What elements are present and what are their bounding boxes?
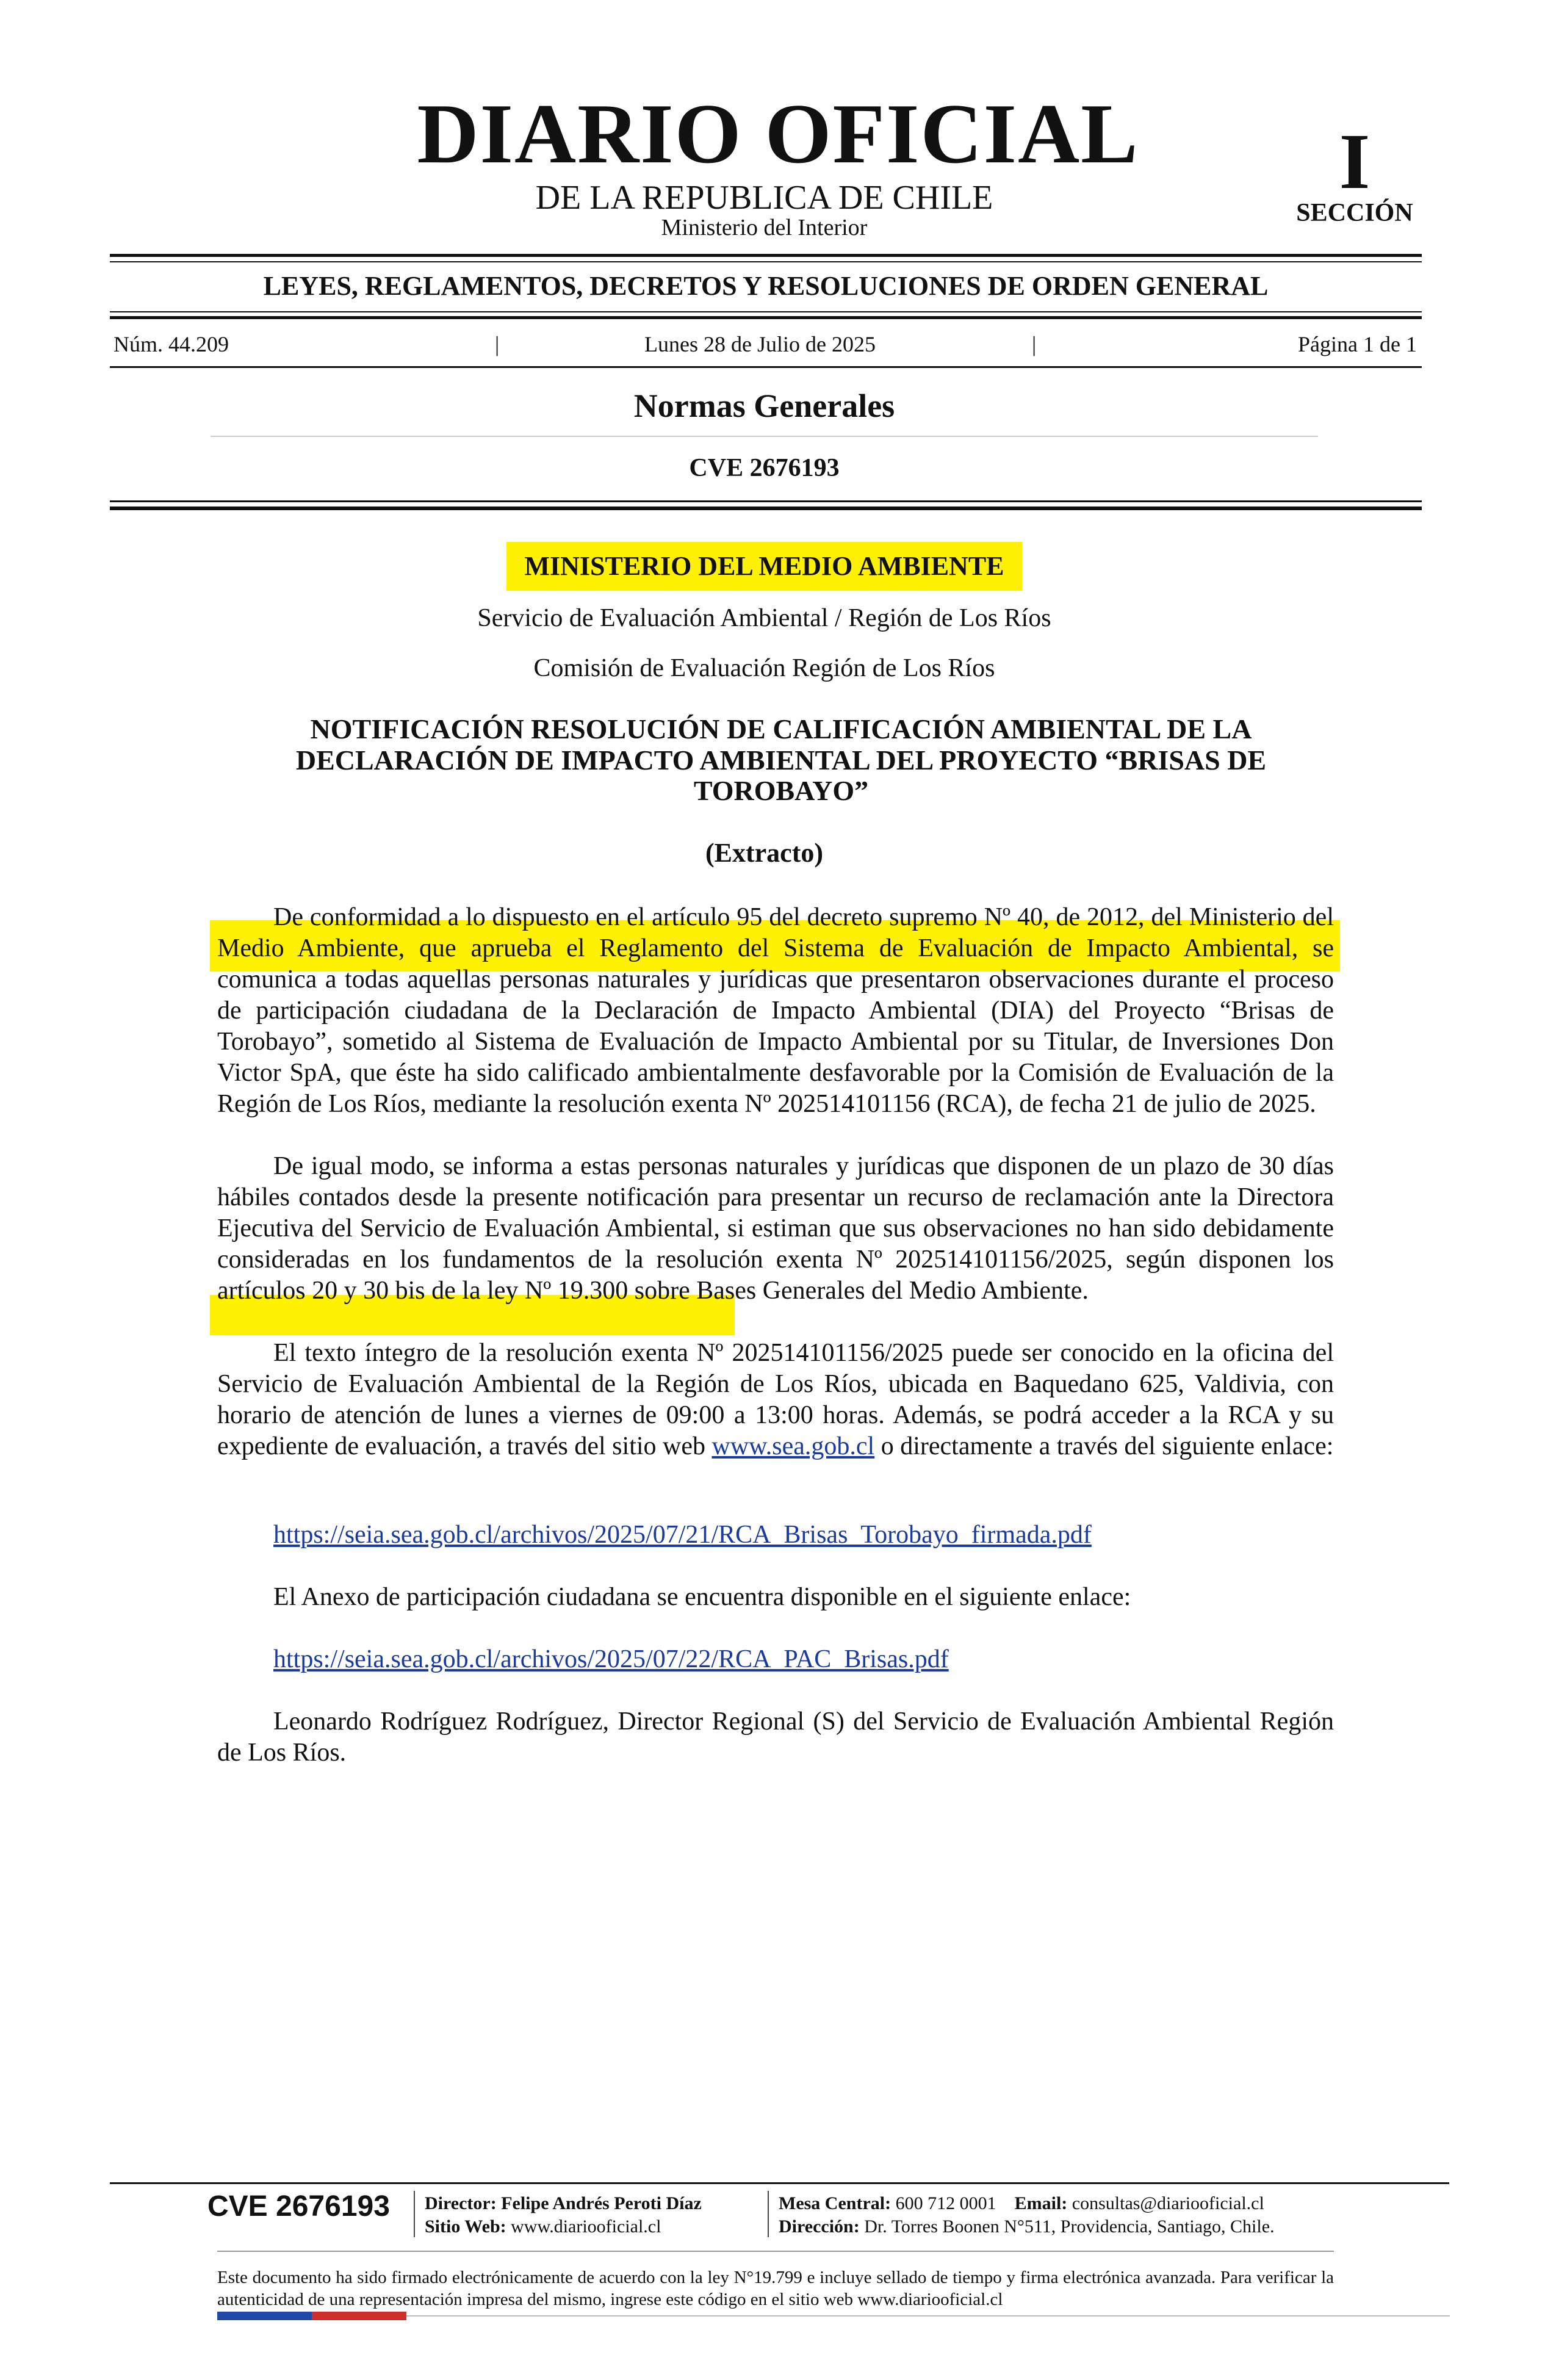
address-value: Dr. Torres Boonen N°511, Providencia, Santiago, Chile. — [864, 2216, 1275, 2237]
signature-paragraph — [217, 1706, 1334, 1769]
sea-website-link[interactable]: www.sea.gob.cl — [711, 1432, 875, 1460]
footer-thin-divider — [217, 2251, 1334, 2252]
section-number: I — [1339, 118, 1371, 206]
paragraph-text: El texto íntegro de la resolución exenta Nº 202514101156/2025 puede ser conocido en la oficina del Servicio de Evaluación Ambiental de la Región de Los Ríos, ubicada en Baquedano 625, Valdivia, con horario de atención de lunes a viernes de 09:00 a 13:00 horas. Además, se podrá acceder a la RCA y su expediente de evaluación, a través del sitio web — [217, 1339, 1334, 1460]
divider — [110, 316, 1422, 319]
page-indicator: Página 1 de 1 — [1298, 332, 1417, 356]
document-title-line: TOROBAYO” — [693, 775, 869, 807]
paragraph-text: o directamente a través del siguiente enlace: — [874, 1432, 1334, 1460]
issue-number: Núm. 44.209 — [113, 332, 229, 356]
divider — [110, 261, 1422, 262]
body-paragraph — [217, 902, 1334, 1120]
masthead-ministry: Ministerio del Interior — [661, 215, 868, 240]
issue-date: Lunes 28 de Julio de 2025 — [644, 332, 876, 356]
divider — [110, 507, 1422, 510]
divider — [110, 366, 1422, 368]
footer-separator — [414, 2191, 415, 2237]
signature-text: Leonardo Rodríguez Rodríguez, Director Regional (S) del Servicio de Evaluación Ambiental Región de Los Ríos. — [217, 1707, 1334, 1767]
director-name: Felipe Andrés Peroti Díaz — [501, 2193, 702, 2213]
body-paragraph — [217, 1338, 1334, 1462]
extract-label: (Extracto) — [705, 838, 823, 868]
phone-value: 600 712 0001 — [895, 2193, 996, 2213]
separator: | — [1032, 332, 1037, 356]
footer-director — [425, 2192, 702, 2238]
ministry-name: MINISTERIO DEL MEDIO AMBIENTE — [524, 551, 1004, 581]
divider — [110, 311, 1422, 312]
document-title-line: DECLARACIÓN DE IMPACTO AMBIENTAL DEL PROYECTO “BRISAS DE — [295, 744, 1267, 776]
service-name: Servicio de Evaluación Ambiental / Región de Los Ríos — [477, 604, 1051, 632]
annex-text: El Anexo de participación ciudadana se encuentra disponible en el siguiente enlace: — [273, 1583, 1131, 1611]
address-label: Dirección: — [779, 2216, 860, 2237]
cve-code: CVE 2676193 — [689, 454, 840, 482]
website-value[interactable]: www.diariooficial.cl — [511, 2216, 661, 2237]
rca-link-text[interactable]: https://seia.sea.gob.cl/archivos/2025/07/21/RCA_Brisas_Torobayo_firmada.pdf — [273, 1521, 1092, 1549]
footer-separator — [768, 2191, 769, 2237]
flag-stripe-red — [312, 2312, 406, 2320]
commission-name: Comisión de Evaluación Región de Los Ríos — [533, 654, 995, 682]
divider — [110, 254, 1422, 257]
document-title — [232, 714, 1330, 807]
director-label: Director: — [425, 2193, 497, 2213]
annex-link[interactable] — [273, 1646, 1335, 1672]
masthead-subtitle: DE LA REPUBLICA DE CHILE — [535, 179, 993, 217]
document-title-line: NOTIFICACIÓN RESOLUCIÓN DE CALIFICACIÓN AMBIENTAL DE LA — [310, 713, 1252, 745]
footer-cve-code: CVE 2676193 — [207, 2190, 390, 2223]
footer-bottom-line — [406, 2315, 1450, 2317]
flag-stripe-blue — [217, 2312, 312, 2320]
annex-link-text[interactable]: https://seia.sea.gob.cl/archivos/2025/07/22/RCA_PAC_Brisas.pdf — [273, 1645, 949, 1673]
separator: | — [495, 332, 500, 356]
rca-link[interactable] — [273, 1522, 1335, 1548]
email-value[interactable]: consultas@diariooficial.cl — [1072, 2193, 1264, 2213]
email-label: Email: — [1014, 2193, 1068, 2213]
divider — [110, 500, 1422, 502]
masthead-title: DIARIO OFICIAL — [417, 87, 1139, 181]
footer-contact — [779, 2192, 1275, 2238]
footer-divider — [110, 2182, 1449, 2184]
category-heading: Normas Generales — [633, 388, 895, 424]
footer-note: Este documento ha sido firmado electrónicamente de acuerdo con la ley N°19.799 e incluye sellado de tiempo y firma electrónica avanzada. Para verificar la autenticidad de una representación impresa del mismo, ingrese este código en el sitio web www.diariooficial.cl — [217, 2268, 1334, 2309]
section-heading: LEYES, REGLAMENTOS, DECRETOS Y RESOLUCIONES DE ORDEN GENERAL — [263, 271, 1269, 301]
thin-divider — [211, 436, 1318, 437]
paragraph-text: De conformidad a lo dispuesto en el artículo 95 del decreto supremo Nº 40, de 2012, del Ministerio del Medio Ambiente, que aprueba el Reglamento del Sistema de Evaluación de Impacto Ambiental, se comunica a todas aquellas personas naturales y jurídicas que presentaron observaciones durante el proceso de participación ciudadana de la Declaración de Impacto Ambiental (DIA) del Proyecto “Brisas de Torobayo”, sometido al Sistema de Evaluación de Impacto Ambiental por su Titular, de Inversiones Don Victor SpA, que éste ha sido calificado ambientalmente desfavorable por la Comisión de Evaluación de la Región de Los Ríos, mediante la resolución exenta Nº 202514101156 (RCA), de fecha 21 de julio de 2025. — [217, 903, 1334, 1118]
section-label: SECCIÓN — [1296, 199, 1413, 227]
paragraph-text: De igual modo, se informa a estas personas naturales y jurídicas que disponen de un plazo de 30 días hábiles contados desde la presente notificación para presentar un recurso de reclamación ante la Directora Ejecutiva del Servicio de Evaluación Ambiental, si estiman que sus observaciones no han sido debidamente consideradas en los fundamentos de la resolución exenta Nº 202514101156/2025, según disponen los artículos 20 y 30 bis de la ley Nº 19.300 sobre Bases Generales del Medio Ambiente. — [217, 1152, 1334, 1305]
phone-label: Mesa Central: — [779, 2193, 891, 2213]
website-label: Sitio Web: — [425, 2216, 506, 2237]
body-paragraph — [217, 1151, 1334, 1307]
